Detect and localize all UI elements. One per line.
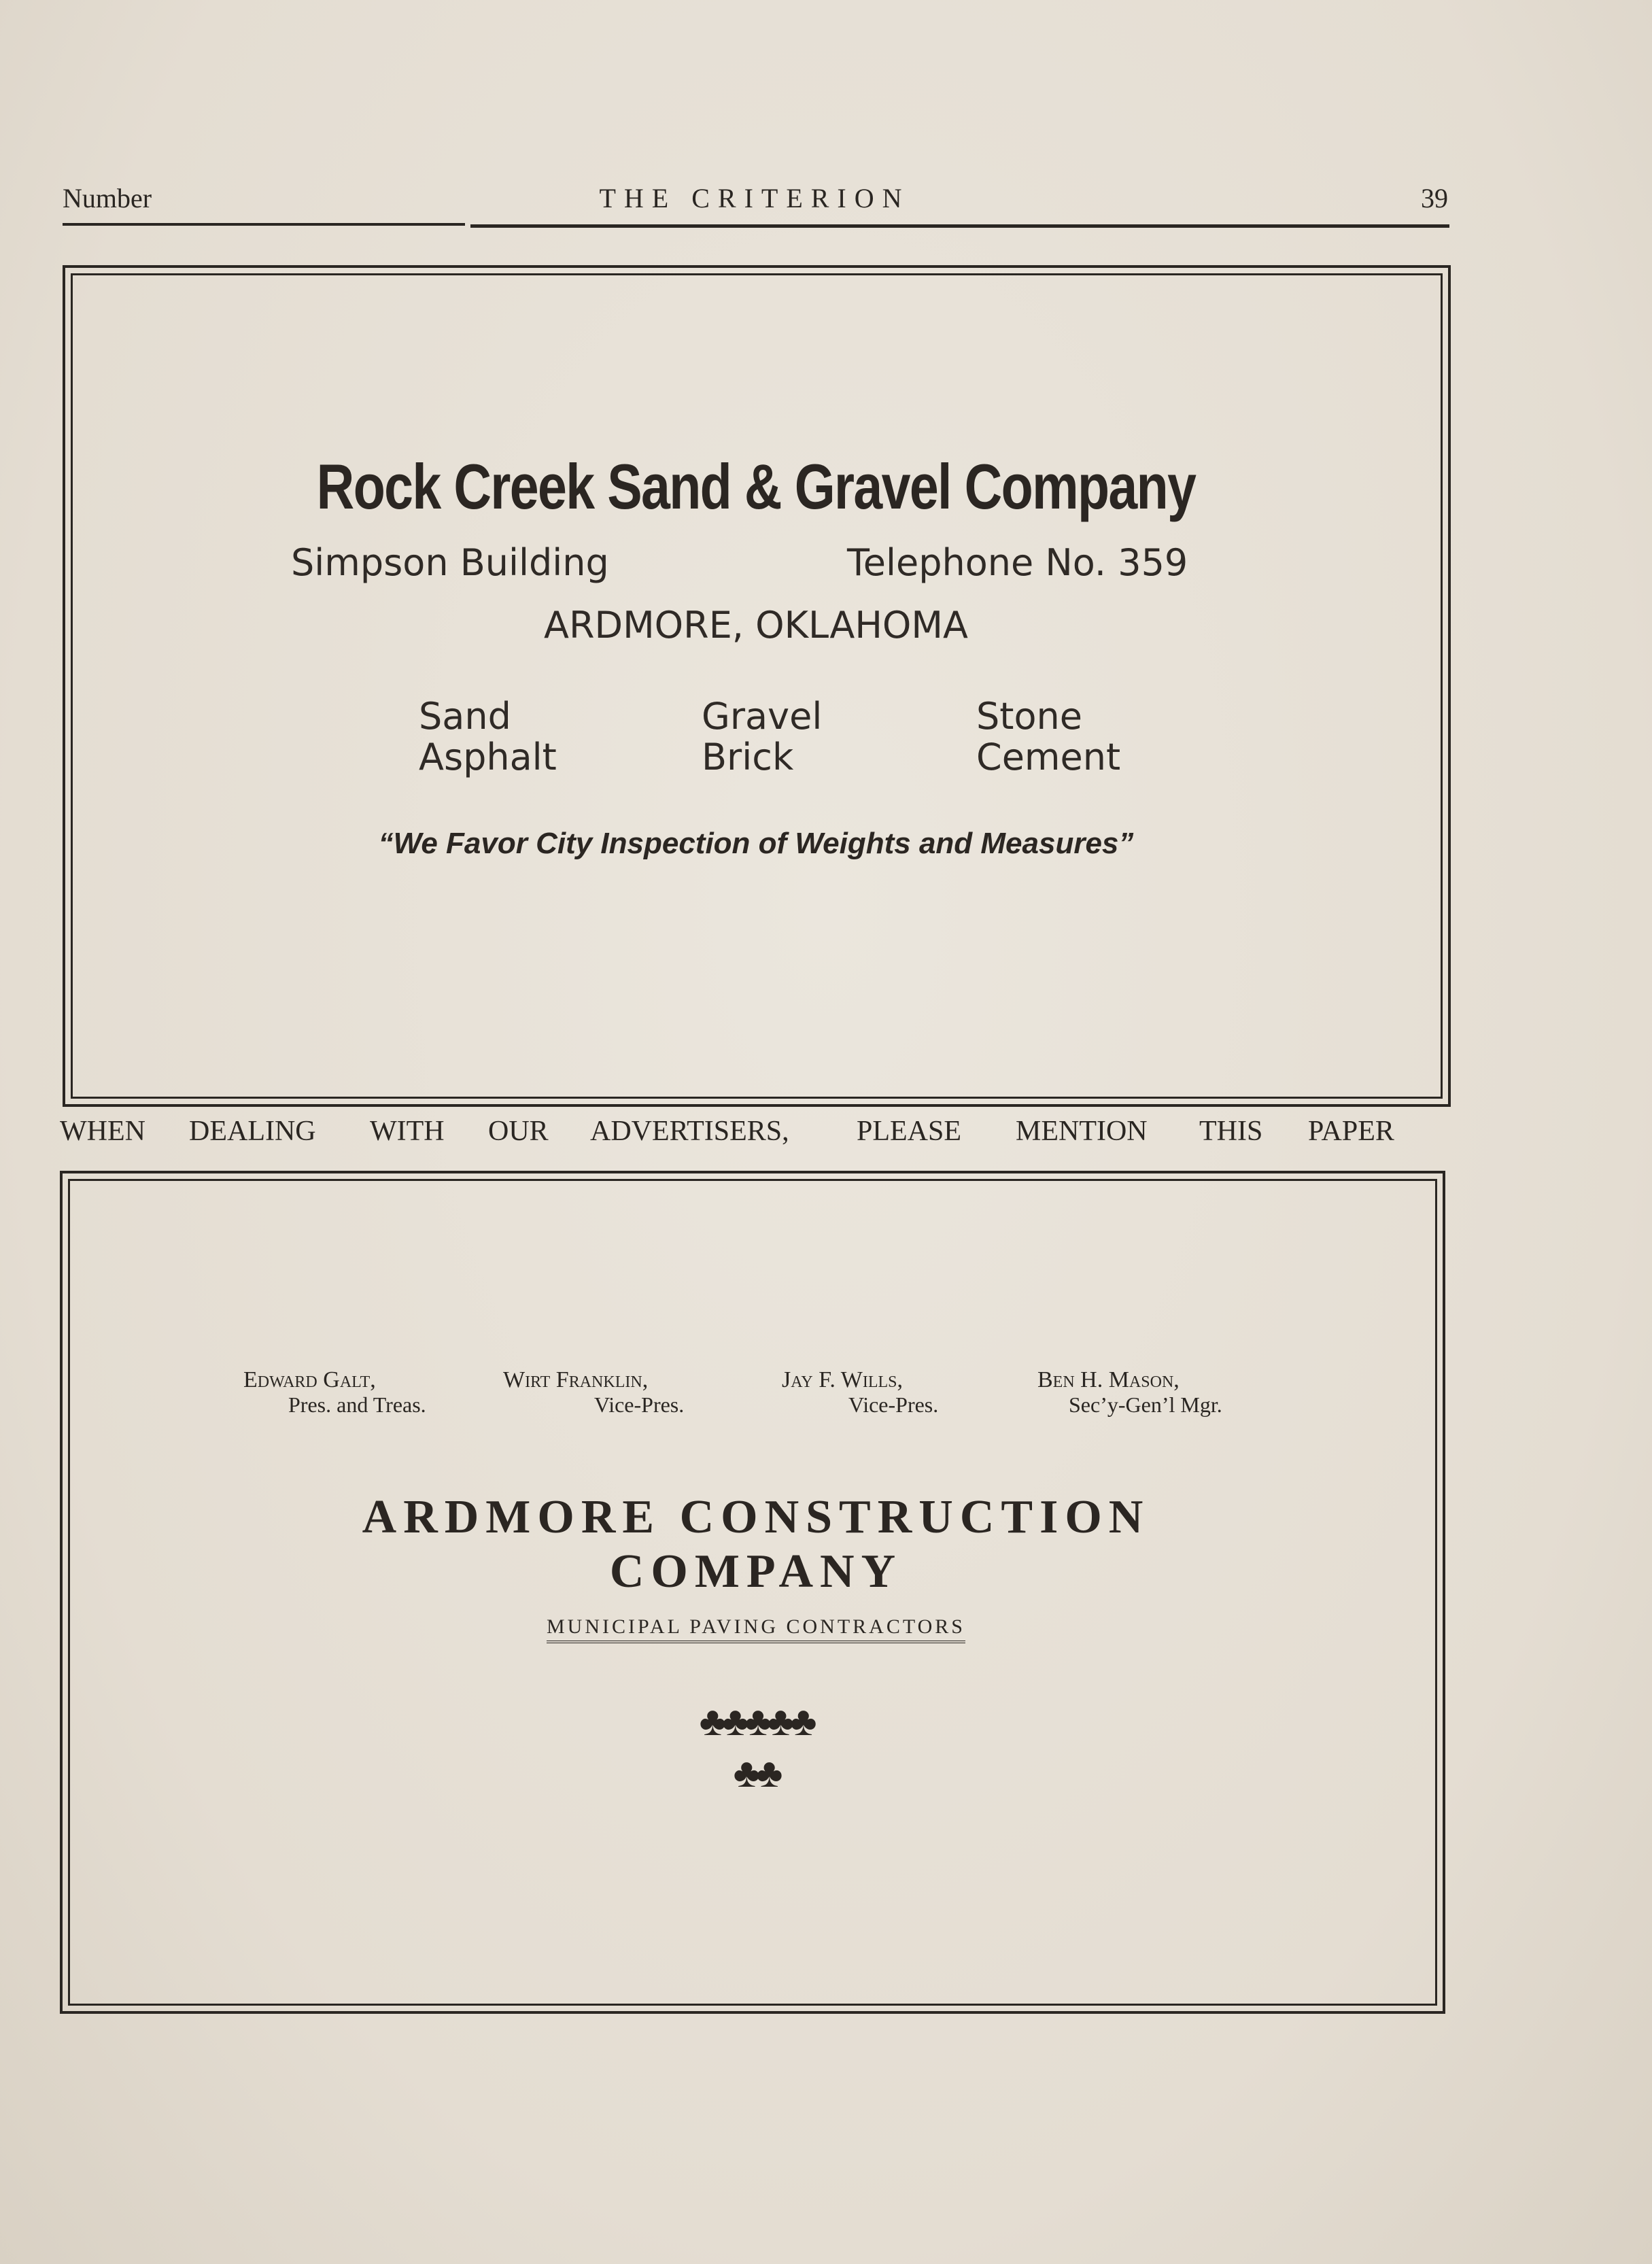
officer-entry: [503, 1368, 684, 1417]
header-rule-right: [470, 224, 1449, 228]
ad1-border-inner: [71, 273, 1443, 1099]
notice-word: PLEASE: [857, 1116, 962, 1147]
notice-word: THIS: [1199, 1116, 1263, 1147]
ad2-company-name-line1: ARDMORE CONSTRUCTION: [362, 1491, 1150, 1543]
ad1-product: Cement: [976, 736, 1121, 778]
officer-title: Sec’y-Gen’l Mgr.: [1069, 1392, 1222, 1417]
club-ornament-row: ♣♣: [733, 1751, 779, 1796]
officer-name: Jay F. Wills,: [782, 1367, 904, 1392]
ad1-phone: Telephone No. 359: [847, 541, 1188, 584]
notice-word: OUR: [488, 1116, 549, 1147]
ad1-city: ARDMORE, OKLAHOMA: [544, 604, 968, 647]
notice-word: MENTION: [1016, 1116, 1148, 1147]
ad1-slogan: “We Favor City Inspection of Weights and Measures”: [378, 827, 1134, 860]
ad1-company-name: Rock Creek Sand & Gravel Company: [316, 451, 1196, 522]
ad1-product: Stone: [976, 695, 1082, 738]
officer-title: Vice-Pres.: [848, 1392, 939, 1417]
header-section-label: Number: [63, 183, 152, 213]
officer-entry: [243, 1368, 426, 1417]
officer-title: Vice-Pres.: [594, 1392, 685, 1417]
officer-entry: [1037, 1368, 1222, 1417]
officer-name: Wirt Franklin,: [503, 1367, 649, 1392]
notice-word: WITH: [370, 1116, 445, 1147]
header-rule-left: [63, 223, 465, 226]
header-publication-title: THE CRITERION: [599, 183, 910, 213]
ad1-product: Asphalt: [419, 736, 557, 778]
notice-word: WHEN: [60, 1116, 145, 1147]
officer-title: Pres. and Treas.: [288, 1392, 426, 1417]
officer-entry: [782, 1368, 938, 1417]
ad2-company-name-line2: COMPANY: [609, 1545, 903, 1598]
header-page-number: 39: [1421, 183, 1448, 213]
club-ornament-row: ♣♣♣♣♣: [699, 1699, 813, 1744]
officer-name: Ben H. Mason,: [1037, 1367, 1180, 1392]
notice-word: PAPER: [1308, 1116, 1394, 1147]
notice-word: ADVERTISERS,: [590, 1116, 789, 1147]
ad1-product: Sand: [419, 695, 511, 738]
ad2-tagline-text: MUNICIPAL PAVING CONTRACTORS: [547, 1615, 965, 1643]
ad1-address: Simpson Building: [291, 541, 609, 584]
ad1-product: Gravel: [702, 695, 823, 738]
ad2-tagline: [63, 1615, 1449, 1639]
notice-word: DEALING: [189, 1116, 316, 1147]
officer-name: Edward Galt,: [243, 1367, 376, 1392]
ad1-product: Brick: [702, 736, 794, 778]
